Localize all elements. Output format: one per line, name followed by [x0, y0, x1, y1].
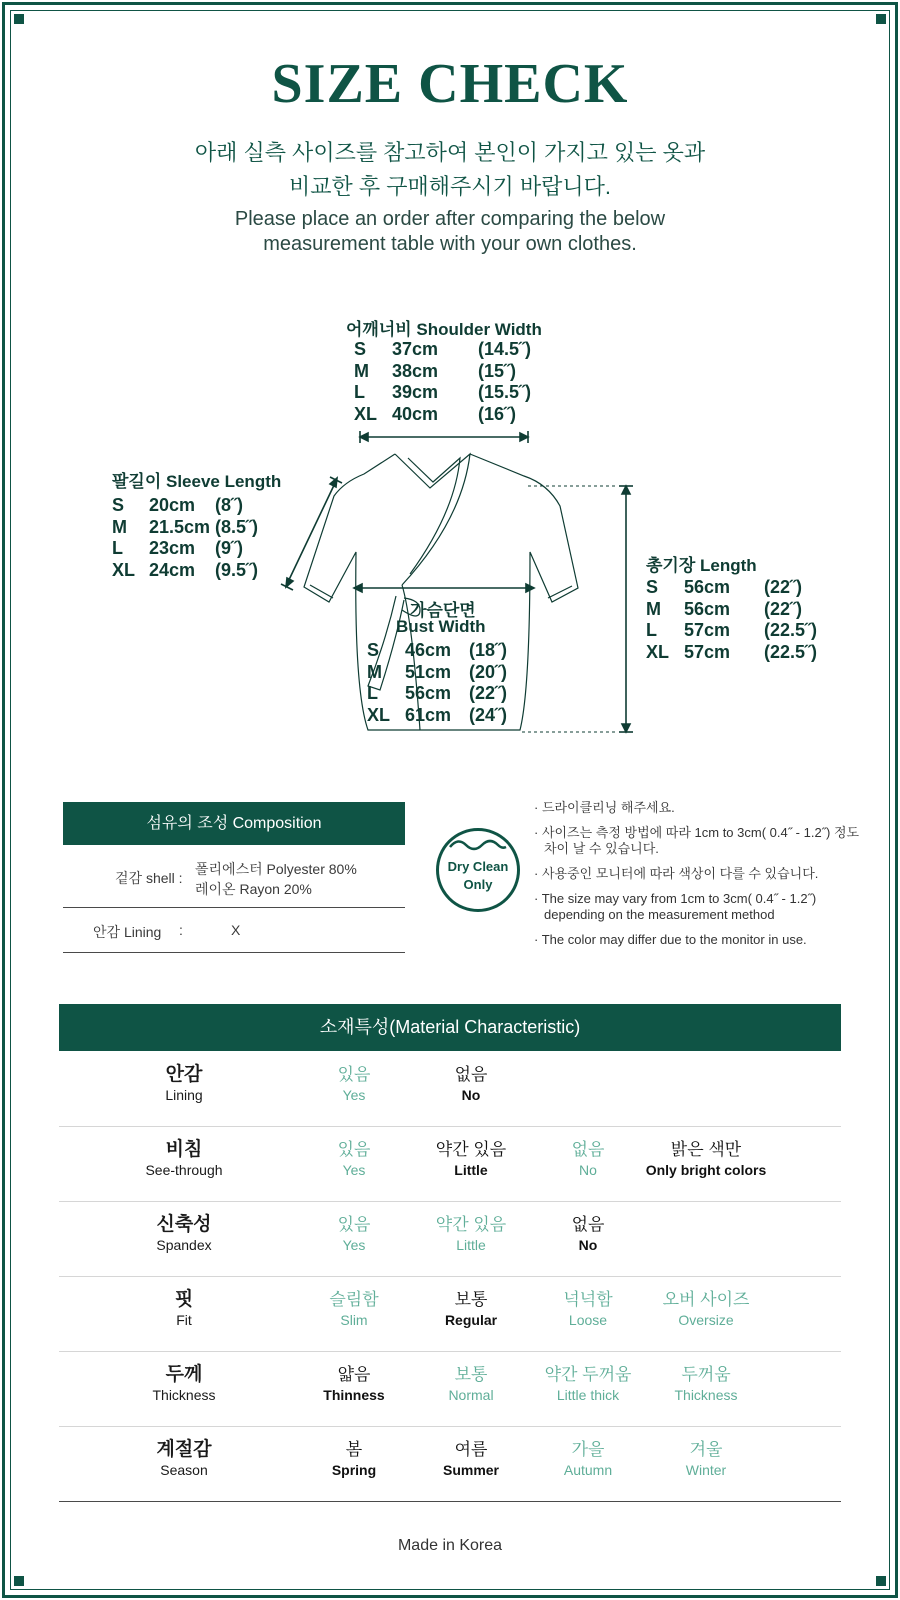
- size-cell: XL: [354, 403, 378, 424]
- right-cuff: [548, 586, 572, 598]
- inch-cell: (14.5˝): [478, 339, 532, 359]
- option-en: No: [579, 1162, 597, 1178]
- bust-width-label-ko: 가슴단면: [410, 601, 476, 620]
- size-cell: M: [354, 360, 369, 381]
- length-guides: [522, 486, 618, 732]
- corner-square: [876, 1576, 886, 1586]
- shell-value-1: 폴리에스터 Polyester 80%: [195, 861, 357, 877]
- size-cell: XL: [646, 641, 670, 662]
- size-cell: L: [112, 538, 123, 558]
- cm-cell: 24cm: [149, 559, 196, 580]
- inch-cell: (9˝): [215, 538, 243, 558]
- option-ko: 얇음: [337, 1365, 371, 1384]
- row-header: [114, 1439, 254, 1479]
- cm-cell: 40cm: [392, 403, 439, 424]
- size-cell: XL: [112, 559, 136, 580]
- inch-cell: (15˝): [478, 360, 517, 381]
- cm-cell: 23cm: [149, 538, 196, 558]
- inch-cell: (15.5˝): [478, 382, 532, 402]
- row-header-en: Thickness: [152, 1387, 216, 1403]
- inch-cell: (20˝): [469, 661, 508, 682]
- cm-cell: 21.5cm: [149, 516, 211, 537]
- shell-label: 겉감 shell :: [115, 870, 183, 886]
- inch-cell: (24˝): [469, 704, 508, 725]
- size-cell: L: [646, 620, 657, 640]
- option-en: Little thick: [556, 1387, 620, 1403]
- sleeve-length-label: 팔길이 Sleeve Length: [112, 472, 282, 491]
- size-cell: M: [112, 516, 127, 537]
- option-en: Regular: [444, 1312, 498, 1328]
- option-ko: 있음: [337, 1215, 371, 1234]
- option-en: Autumn: [563, 1462, 613, 1478]
- list-item: · 드라이클리닝 해주세요.: [534, 800, 675, 815]
- intro-ko-line1: 아래 실측 사이즈를 참고하여 본인이 가지고 있는 옷과: [194, 140, 706, 165]
- table-row: [112, 538, 258, 560]
- cm-cell: 46cm: [405, 640, 452, 660]
- option-ko: 있음: [337, 1140, 371, 1159]
- made-in-label: Made in Korea: [397, 1537, 503, 1554]
- option-en: Spring: [331, 1462, 377, 1478]
- table-row: [354, 382, 531, 404]
- option-ko: 보통: [454, 1365, 488, 1384]
- table-row: [112, 517, 258, 539]
- cm-cell: 57cm: [684, 620, 731, 640]
- option-en: Little: [454, 1162, 488, 1178]
- row-header-ko: 핏: [174, 1289, 194, 1310]
- table-row: [367, 662, 507, 684]
- inch-cell: (8.5˝): [215, 516, 259, 537]
- option-en: Normal: [448, 1387, 494, 1403]
- row-header: [114, 1214, 254, 1254]
- table-row: [646, 642, 817, 664]
- inch-cell: (16˝): [478, 403, 517, 424]
- option-cell: [518, 1214, 658, 1254]
- option-ko: 없음: [454, 1065, 488, 1084]
- row-header-en: See-through: [145, 1162, 223, 1178]
- option-en: Thickness: [674, 1387, 738, 1403]
- dry-clean-badge: [436, 828, 520, 912]
- option-en: Only bright colors: [645, 1162, 767, 1178]
- option-ko: 약간 있음: [435, 1140, 507, 1159]
- intro-en-line1: Please place an order after comparing the below: [234, 208, 666, 230]
- inch-cell: (22˝): [764, 577, 803, 597]
- care-notes: [534, 800, 874, 957]
- intro-ko-line2: 비교한 후 구매해주시기 바랍니다.: [289, 174, 611, 199]
- option-en: Yes: [342, 1087, 366, 1103]
- inch-cell: (22˝): [469, 683, 508, 703]
- size-cell: S: [367, 640, 380, 660]
- shoulder-width-table: [354, 339, 531, 425]
- size-cell: L: [354, 382, 365, 402]
- bust-width-table: [367, 640, 507, 726]
- option-en: Summer: [442, 1462, 500, 1478]
- option-en: Loose: [568, 1312, 608, 1328]
- bust-width-label-en: Bust Width: [396, 617, 486, 636]
- row-header: [114, 1139, 254, 1179]
- row-header: [114, 1364, 254, 1404]
- option-ko: 약간 두꺼움: [544, 1365, 632, 1384]
- table-row: [59, 1352, 841, 1427]
- row-header-ko: 두께: [165, 1364, 203, 1385]
- table-row: [367, 705, 507, 727]
- cm-cell: 61cm: [405, 704, 452, 725]
- material-header: 소재특성(Material Characteristic): [59, 1004, 841, 1051]
- total-length-table: [646, 577, 817, 663]
- option-en: Little: [456, 1237, 486, 1253]
- page-title: SIZE CHECK: [271, 53, 629, 115]
- row-header: [114, 1289, 254, 1329]
- inch-cell: (22.5˝): [764, 620, 818, 640]
- composition-header: 섬유의 조성 Composition: [63, 802, 405, 845]
- table-row: [367, 640, 507, 662]
- option-ko: 없음: [571, 1140, 605, 1159]
- option-ko: 밝은 색만: [670, 1140, 742, 1159]
- size-cell: XL: [367, 704, 391, 725]
- collar-band: [408, 458, 460, 574]
- option-en: Yes: [342, 1162, 366, 1178]
- size-cell: S: [354, 339, 367, 359]
- option-ko: 보통: [454, 1290, 488, 1309]
- size-cell: M: [367, 661, 382, 682]
- table-row: [646, 599, 817, 621]
- corner-square: [14, 1576, 24, 1586]
- shoulder-width-label: 어깨너비 Shoulder Width: [346, 320, 542, 339]
- option-ko: 봄: [345, 1440, 363, 1459]
- inch-cell: (22˝): [764, 598, 803, 619]
- option-en: Winter: [685, 1462, 727, 1478]
- sleeve-arrow: [281, 477, 342, 590]
- lining-value: X: [231, 922, 241, 938]
- list-item: · 사이즈는 측정 방법에 따라 1cm to 3cm( 0.4˝ - 1.2˝) 정도 차이 날 수 있습니다.: [534, 825, 860, 856]
- table-row: [646, 577, 817, 599]
- option-ko: 겨울: [689, 1440, 723, 1459]
- cm-cell: 56cm: [405, 683, 452, 703]
- cm-cell: 20cm: [149, 495, 196, 515]
- length-arrow: [619, 486, 633, 732]
- shoulder-arrow: [360, 431, 528, 443]
- row-header-ko: 계절감: [156, 1439, 212, 1460]
- row-header-ko: 비침: [165, 1139, 203, 1160]
- cm-cell: 56cm: [684, 598, 731, 619]
- sleeve-length-table: [112, 495, 258, 581]
- option-cell: [636, 1439, 776, 1479]
- row-header-en: Season: [160, 1462, 208, 1478]
- list-item: · The color may differ due to the monitor in use.: [534, 932, 807, 947]
- dry-clean-line2: Only: [463, 877, 493, 892]
- table-row: [354, 404, 531, 426]
- table-row: [59, 1052, 841, 1127]
- dry-clean-line1: Dry Clean: [447, 859, 509, 874]
- table-row: [112, 560, 258, 582]
- total-length-label: 총기장 Length: [646, 556, 757, 575]
- row-header-en: Spandex: [156, 1237, 212, 1253]
- option-en: Oversize: [678, 1312, 734, 1328]
- option-cell: [636, 1364, 776, 1404]
- size-cell: M: [646, 598, 661, 619]
- row-header-ko: 안감: [165, 1064, 203, 1085]
- cm-cell: 57cm: [684, 641, 731, 662]
- shell-value-2: 레이온 Rayon 20%: [195, 881, 312, 897]
- option-ko: 여름: [454, 1440, 488, 1459]
- table-row: [59, 1427, 841, 1502]
- option-ko: 약간 있음: [435, 1215, 507, 1234]
- inch-cell: (18˝): [469, 640, 508, 660]
- bust-arrow: [354, 584, 534, 592]
- option-ko: 있음: [337, 1065, 371, 1084]
- option-cell: [636, 1289, 776, 1329]
- list-item: · 사용중인 모니터에 따라 색상이 다를 수 있습니다.: [534, 866, 819, 881]
- option-ko: 없음: [571, 1215, 605, 1234]
- row-header-en: Lining: [165, 1087, 203, 1103]
- intro-en-line2: measurement table with your own clothes.: [263, 233, 637, 255]
- inch-cell: (8˝): [215, 495, 243, 515]
- option-en: No: [578, 1237, 598, 1253]
- option-cell: [401, 1064, 541, 1104]
- composition-divider: [63, 907, 405, 908]
- list-item: · The size may vary from 1cm to 3cm( 0.4˝ - 1.2˝) depending on the measurement method: [534, 891, 817, 922]
- table-row: [367, 683, 507, 705]
- size-cell: S: [112, 495, 125, 515]
- option-ko: 오버 사이즈: [662, 1290, 750, 1309]
- row-header-ko: 신축성: [156, 1214, 212, 1235]
- cm-cell: 51cm: [405, 661, 452, 682]
- option-en: Yes: [342, 1237, 366, 1253]
- option-cell: [636, 1139, 776, 1179]
- row-header-en: Fit: [176, 1312, 192, 1328]
- cm-cell: 56cm: [684, 577, 731, 597]
- cm-cell: 38cm: [392, 360, 439, 381]
- row-header: [114, 1064, 254, 1104]
- option-ko: 슬림함: [329, 1290, 379, 1309]
- inch-cell: (9.5˝): [215, 559, 259, 580]
- lining-colon: :: [179, 922, 183, 938]
- table-row: [59, 1127, 841, 1202]
- table-row: [112, 495, 258, 517]
- collar-outline: [395, 454, 470, 585]
- lining-label: 안감 Lining: [93, 924, 162, 940]
- table-row: [646, 620, 817, 642]
- option-ko: 두꺼움: [681, 1365, 731, 1384]
- table-row: [59, 1202, 841, 1277]
- option-en: Slim: [340, 1312, 368, 1328]
- option-ko: 넉넉함: [563, 1290, 613, 1309]
- option-en: No: [461, 1087, 481, 1103]
- option-ko: 가을: [571, 1440, 605, 1459]
- table-row: [354, 339, 531, 361]
- inch-cell: (22.5˝): [764, 641, 818, 662]
- cm-cell: 39cm: [392, 382, 439, 402]
- option-en: Thinness: [323, 1387, 385, 1403]
- size-cell: L: [367, 683, 378, 703]
- left-cuff: [310, 585, 333, 598]
- table-row: [354, 361, 531, 383]
- size-cell: S: [646, 577, 659, 597]
- table-row: [59, 1277, 841, 1352]
- composition-bottom-rule: [63, 952, 405, 953]
- wave-icon: [448, 837, 508, 853]
- cm-cell: 37cm: [392, 339, 439, 359]
